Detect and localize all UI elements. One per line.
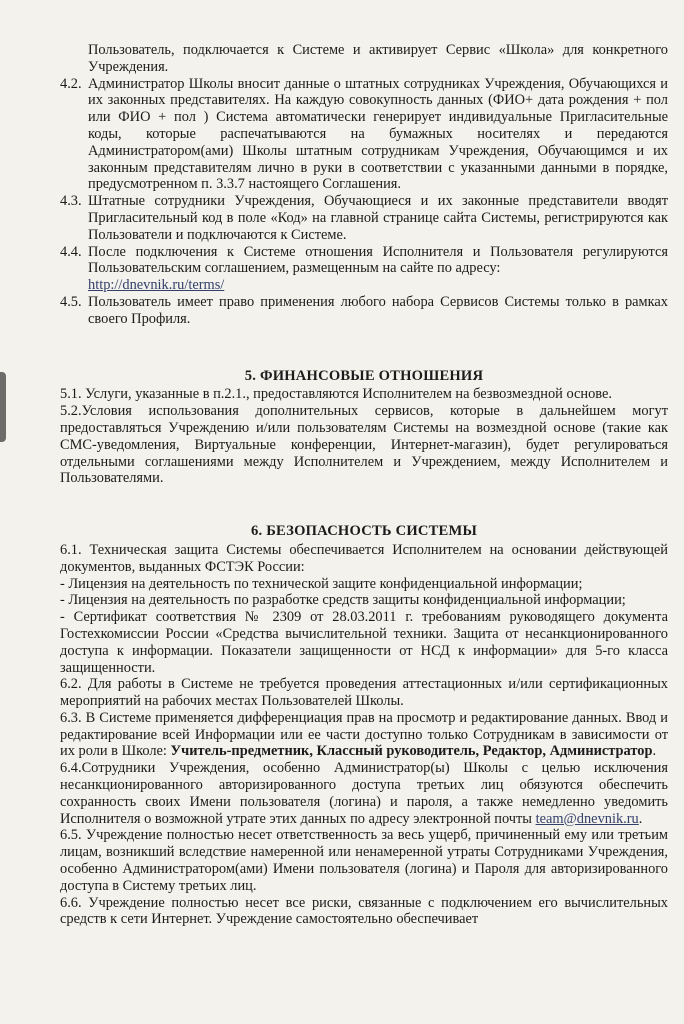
- document-body: [60, 42, 668, 928]
- clause-4-4: [60, 244, 668, 294]
- clause-5-1: 5.1. Услуги, указанные в п.2.1., предоставляются Исполнителем на безвозмездной основе.: [60, 386, 613, 403]
- clause-6-5: 6.5. Учреждение полностью несет ответственность за весь ущерб, причиненный ему или третьим лицам, возникший вследствие намеренной или ненамеренной утраты Сотрудниками Учреждения, особенно Администратором(ами) Имени пользователя (логина) и Пароля для авторизированного доступа в Систему третьих лиц.: [60, 827, 668, 894]
- section-6-heading: 6. БЕЗОПАСНОСТЬ СИСТЕМЫ: [251, 523, 477, 540]
- section-5-heading: 5. ФИНАНСОВЫЕ ОТНОШЕНИЯ: [244, 367, 484, 384]
- license-item-1: - Лицензия на деятельность по технической защите конфиденциальной информации;: [60, 575, 583, 592]
- license-item-2: - Лицензия на деятельность по разработке средств защиты конфиденциальной информации;: [60, 592, 626, 609]
- clause-6-6: 6.6. Учреждение полностью несет все риски, связанные с подключением его вычислительных средств к сети Интернет. Учреждение самостоятельно обеспечивает: [60, 894, 668, 928]
- clause-4-5: [60, 294, 668, 328]
- support-email-link[interactable]: team@dnevnik.ru: [535, 810, 639, 827]
- clause-6-2: 6.2. Для работы в Системе не требуется проведения аттестационных и/или сертификационных мероприятий на рабочих местах Пользователей Школы.: [60, 676, 668, 710]
- certificate-item: - Сертификат соответствия № 2309 от 28.03.2011 г. требованиям руководящего документа Гостехкомиссии России «Средства вычислительной техники. Защита от несанкционированного доступа к информации. Показатели защищенности от НСД к информации» для 5-го класса защищенности.: [60, 609, 668, 676]
- clause-4-2: [60, 76, 668, 194]
- clause-6-3: [60, 710, 668, 760]
- clause-number: 4.5.: [60, 293, 82, 310]
- clause-end: .: [638, 810, 643, 827]
- binder-hole-mark: [0, 372, 6, 442]
- clause-number: 4.4.: [60, 243, 82, 260]
- clause-5-2: 5.2.Условия использования дополнительных сервисов, которые в дальнейшем могут предоставляться Учреждению и/или пользователям Системы на возмездной основе (такие как СМС-уведомления, Виртуальные конференции, Интернет-магазин), будет регулироваться отдельными соглашениями между Исполнителем и Учреждением, между Исполнителем и Пользователями.: [60, 403, 668, 487]
- paragraph-4-1-continued: Пользователь, подключается к Системе и активирует Сервис «Школа» для конкретного Учреждения.: [88, 42, 668, 75]
- roles-list: Учитель-предметник, Классный руководитель, Редактор, Администратор: [170, 743, 653, 760]
- clause-4-3: [60, 193, 668, 243]
- clause-text: 6.4.Сотрудники Учреждения, особенно Администратор(ы) Школы с целью исключения несанкционированного авторизированного доступа третьих лиц обязуются обеспечить сохранность своих Имени пользователя (логина) и пароля, а также немедленно уведомить Исполнителя о возможной утрате этих данных по адресу электронной почты: [60, 760, 668, 827]
- clause-text: Администратор Школы вносит данные о штатных сотрудниках Учреждения, Обучающихся и их законных представителях. На каждую совокупность данных (ФИО+ дата рождения + пол или ФИО + пол ) Система автоматически генерирует индивидуальные Пригласительные коды, которые распечатываются на бумажных носителях и передаются Администратором(ами) Школы штатным сотрудникам Учреждения, Обучающимся и их законным представителям лично в руки в соответствии с указанными данными в порядке, предусмотренном п. 3.3.7 настоящего Соглашения.: [88, 75, 668, 193]
- terms-link[interactable]: http://dnevnik.ru/terms/: [88, 277, 225, 294]
- clause-6-1: 6.1. Техническая защита Системы обеспечивается Исполнителем на основании действующей документов, выданных ФСТЭК России:: [60, 541, 668, 575]
- clause-text: Пользователь имеет право применения любого набора Сервисов Системы только в рамках своего Профиля.: [88, 293, 668, 327]
- clause-text: После подключения к Системе отношения Исполнителя и Пользователя регулируются Пользовательским соглашением, размещенным на сайте по адресу:: [88, 243, 668, 277]
- clause-end: .: [652, 743, 657, 760]
- clause-text: Штатные сотрудники Учреждения, Обучающиеся и их законные представители вводят Пригласительный код в поле «Код» на главной странице сайта Системы, регистрируются как Пользователи и подключаются к Системе.: [88, 193, 668, 243]
- clause-6-4: [60, 760, 668, 827]
- clause-number: 4.3.: [60, 193, 82, 210]
- clause-text: 6.3. В Системе применяется дифференциация прав на просмотр и редактирование данных. Ввод и редактирование всей Информации или ее части доступно только Сотрудникам в зависимости от их роли в Школе:: [60, 709, 668, 760]
- clause-number: 4.2.: [60, 75, 82, 92]
